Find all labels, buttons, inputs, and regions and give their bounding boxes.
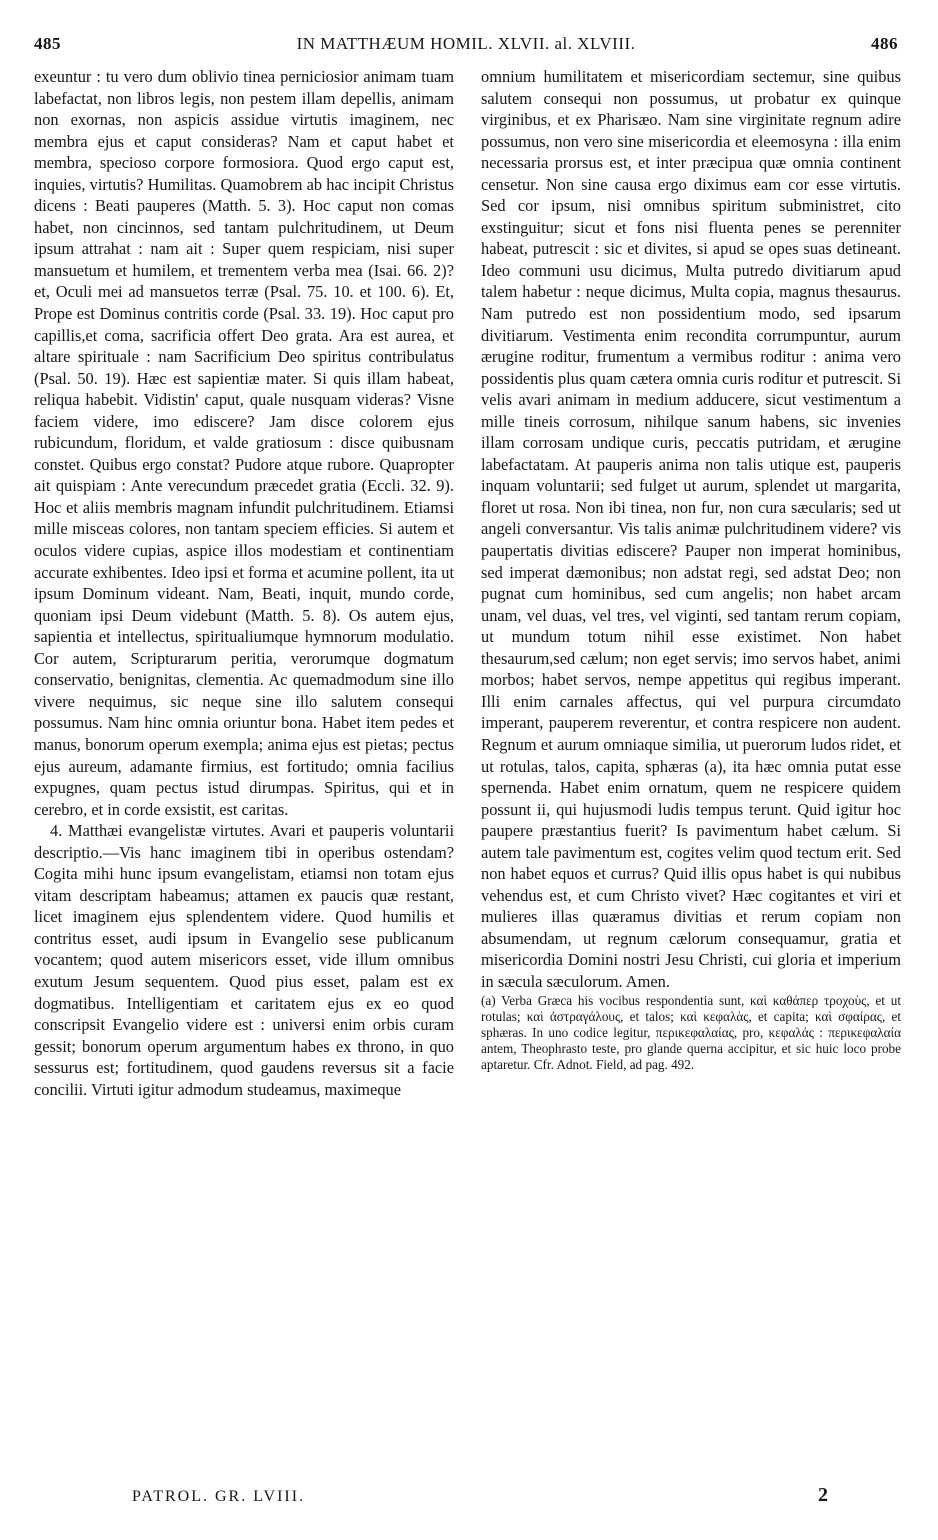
running-title: IN MATTHÆUM HOMIL. XLVII. al. XLVIII.: [296, 34, 636, 53]
left-column-paragraph-2: 4. Matthæi evangelistæ virtutes. Avari et pauperis voluntarii descriptio.—Vis hanc imaginem tibi in operibus ostendam? Cogita mihi hunc ipsum evangelistam, etiamsi non totam ejus vitam descriptam habeamus; attamen ex paucis quæ restant, licet imaginem ejus splendentem videre. Quod humilis et contritus esset, audi ipsum in Evangelio sese publicanum vocantem; quod autem misericors esset, vide illum omnibus exutum Jesum sequentem. Quod pius esset, palam est ex dogmatibus. Intelligentiam et caritatem ejus ex eo quod conscripsit Evangelio videre est : universi enim orbis curam gessit; bonorum operum argumentum habes ex throno, in quo sessurus est; fortitudinem, quod gaudens reversus sit a facie concilii. Virtuti igitur admodum studeamus, maximeque: [34, 821, 454, 1099]
page-footer: [132, 1484, 830, 1512]
page-number-right: 486: [871, 34, 898, 53]
right-column: [481, 66, 901, 1073]
left-column: [34, 66, 454, 1100]
footnote: (a) Verba Græca his vocibus respondentia sunt, καὶ καθάπερ τροχοὺς, et ut rotulas; καὶ ἀστραγάλους, et talos; καὶ κεφαλὰς, et capita; καὶ σφαίρας, et sphæras. In uno codice legitur, περικεφαλαίας, pro, κεφαλάς : περικεφαλαία antem, Theophrasto teste, pro glande quernа accipitur, et sic huic loco probe aptaretur. Cfr. Adnot. Field, ad pag. 492.: [481, 992, 901, 1072]
page-number-left: 485: [34, 34, 61, 53]
left-column-paragraph-1: exeuntur : tu vero dum oblivio tinea perniciosior animam tuam labefactat, non libros legis, non pestem illam depellis, animam non exornas, non aspicis assidue virtutis imaginem, nec membra ejus et caput consideras? Nam et caput habet et membra, specioso corpore formosiora. Quod ergo caput est, inquies, virtutis? Humilitas. Quamobrem ab hac incipit Christus dicens : Beati pauperes (Matth. 5. 3). Hoc caput non comas habet, non cincinnos, sed tantam pulchritudinem, ut Deum ipsum attrahat : nam ait : Super quem respiciam, nisi super mansuetum et humilem, et trementem verba mea (Isai. 66. 2)? et, Oculi mei ad mansuetos terræ (Psal. 75. 10. et 100. 6). Et, Prope est Dominus contritis corde (Psal. 33. 19). Hoc caput pro capillis,et coma, sacrificia offert Deo grata. Ara est aurea, et altare spirituale : nam Sacrificium Deo spiritus contribulatus (Psal. 50. 19). Hæc est sapientiæ mater. Si quis illam habeat, reliqua habebit. Vidistin' caput, quale nusquam videras? Visne faciem videre, imo ediscere? Jam disce colorem ejus rubicundum, floridum, et valde gratiosum : disce quibusnam constet. Quibus ergo constat? Pudore atque rubore. Quapropter ait quispiam : Ante verecundum præcedet gratia (Eccli. 32. 9). Hoc et aliis membris magnam infundit pulchritudinem. Etiamsi mille misceas colores, non tantam speciem efficies. Si autem et oculos videre cupias, aspice illos modestiam et continentiam accurate exhibentes. Ideo ipsi et forma et acumine pollent, ita ut ipsum Dominum videant. Nam, Beati, inquit, mundo corde, quoniam ipsi Deum videbunt (Matth. 5. 8). Os autem ejus, sapientia et intellectus, spiritualiumque hymnorum modulatio. Cor autem, Scripturarum peritia, verorumque dogmatum conservatio, benignitas, clementia. Ac quemadmodum sine illo vivere nequimus, sic neque sine illo salutem consequi possumus. Nam hinc omnia oriuntur bona. Habet item pedes et manus, bonorum operum exempla; anima ejus est pietas; pectus ejus aureum, adamante firmius, est fortitudo; omnia facilius expugnes, quam pectus istud dirumpas. Spiritus, qui et in cerebro, et in corde exsistit, est caritas.: [34, 67, 454, 819]
series-signature: PATROL. GR. LVIII.: [132, 1488, 306, 1505]
gathering-signature: 2: [818, 1484, 830, 1506]
right-column-paragraph-1: omnium humilitatem et misericordiam sectemur, sine quibus salutem consequi non possumus, ut probatur ex quinque virginibus, et ex Pharisæo. Nam sine virginitate regnum adire possumus, non vero sine misericordia et eleemosyna : illa enim necessaria prorsus est, et inter præcipua quæ omnia continent censetur. Non sine causa ergo diximus eam cor esse virtutis. Sed cor ipsum, nisi omnibus spiritum subministret, cito exstinguitur; sicut et fons nisi fluenta penes se perenniter habeat, putrescit : sic et divites, si apud se opes suas detineant. Ideo communi usu dicimus, Multa putredo divitiarum apud talem habetur : neque dicimus, Multa copia, magnus thesaurus. Nam putredo est non possidentium modo, sed ipsarum divitiarum. Vestimenta enim recondita corrumpuntur, aurum ærugine roditur, frumentum a vermibus roditur : anima vero possidentis plus quam cætera omnia curis roditur et putrescit. Si velis avari animam in medium adducere, sicut vestimentum a mille tineis corrosum, nihilque sanum habens, sic invenies illam corrosam undique curis, peccatis putridam, et ærugine labefactatam. At pauperis anima non talis utique est, pauperis inquam voluntarii; sed fulget ut aurum, splendet ut margarita, floret ut rosa. Non ibi tinea, non fur, non cura sæcularis; sed ut angeli conversantur. Vis talis animæ pulchritudinem videre? vis paupertatis divitias ediscere? Pauper non imperat hominibus, sed imperat dæmonibus; non adstat regi, sed adstat Deo; non pugnat cum hominibus, sed cum angelis; non habet arcam unam, vel duas, vel tres, vel viginti, sed tantam rerum copiam, ut mundum totum nihil esse existimet. Non habet thesaurum,sed cælum; non eget servis; imo servos habet, animi morbos; habet servos, nempe appetitus qui regibus imperant. Illi enim carnales affectus, qui vel purpura circumdato imperant, pauperem reverentur, et contra respicere non audent. Regnum et aurum omniaque similia, ut puerorum ludos ridet, et ut rotulas, talos, capita, sphæras (a), ita hæc omnia putat esse spernenda. Habet enim ornatum, quem ne respicere quidem possunt ii, qui hujusmodi ludis tempus terunt. Quid igitur hoc paupere præstantius fuerit? Is pavimentum habet cælum. Si autem tale pavimentum est, cogites velim quod tectum erit. Sed non habet equos et currus? Quid illis opus habet is qui nubibus vehendus est, et cum Christo vivet? Hæc cogitantes et viri et mulieres illas quæramus divitias et rerum copiam non absumendam, ut regnum cælorum consequamur, gratia et misericordia Domini nostri Jesu Christi, cui gloria et imperium in sæcula sæculorum. Amen.: [481, 67, 901, 991]
running-header: [34, 34, 898, 62]
